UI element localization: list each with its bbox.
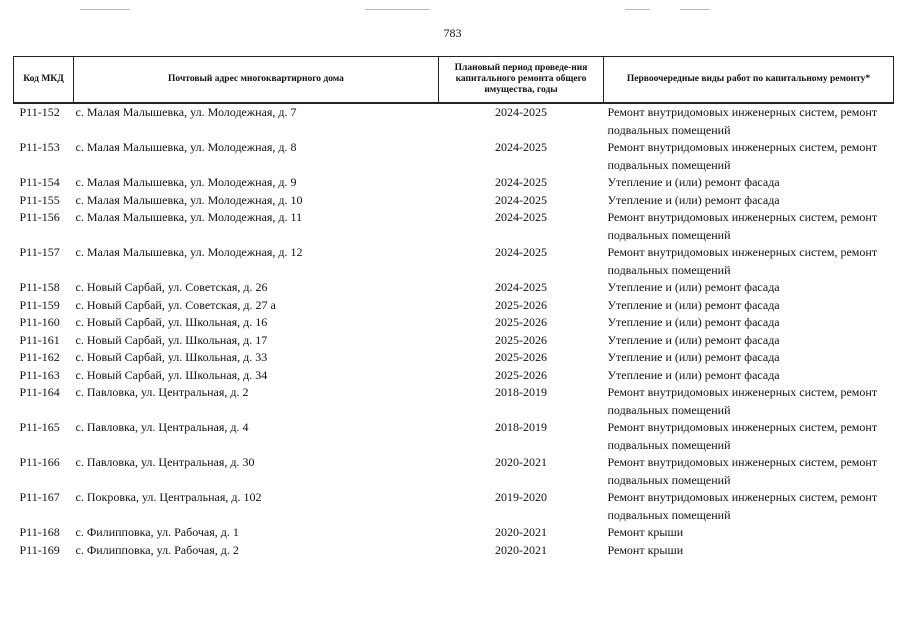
cell-address: с. Новый Сарбай, ул. Школьная, д. 33 xyxy=(75,350,268,364)
cell-code: Р11-160 xyxy=(19,315,60,329)
cell-period: 2025-2026 xyxy=(495,350,547,364)
table-body xyxy=(14,103,894,559)
cell-works: Утепление и (или) ремонт фасада xyxy=(607,332,780,347)
table-row xyxy=(14,419,894,454)
header-works: Первоочередные виды работ по капитальному ремонту* xyxy=(604,57,894,104)
cell-address: с. Малая Малышевка, ул. Молодежная, д. 7 xyxy=(75,105,297,119)
page-number: 783 xyxy=(443,26,462,40)
cell-address: с. Павловка, ул. Центральная, д. 30 xyxy=(75,455,255,469)
cell-code: Р11-162 xyxy=(19,350,60,364)
cell-works: Утепление и (или) ремонт фасада xyxy=(607,367,780,382)
cell-address: с. Малая Малышевка, ул. Молодежная, д. 12 xyxy=(75,245,303,259)
scan-artifact xyxy=(625,9,650,10)
cell-works: Ремонт внутридомовых инженерных систем, ремонт подвальных помещений xyxy=(607,245,878,277)
cell-code: Р11-157 xyxy=(19,245,60,259)
cell-works: Ремонт внутридомовых инженерных систем, ремонт подвальных помещений xyxy=(607,140,878,172)
cell-period: 2020-2021 xyxy=(495,455,547,469)
repair-plan-table xyxy=(13,56,894,559)
table-row xyxy=(14,489,894,524)
cell-code: Р11-152 xyxy=(19,105,60,119)
cell-address: с. Павловка, ул. Центральная, д. 4 xyxy=(75,420,249,434)
cell-period: 2020-2021 xyxy=(495,525,547,539)
cell-works: Утепление и (или) ремонт фасада xyxy=(607,315,780,329)
cell-address: с. Новый Сарбай, ул. Советская, д. 27 а xyxy=(75,297,276,312)
cell-period: 2024-2025 xyxy=(495,105,547,119)
cell-period: 2025-2026 xyxy=(495,332,547,347)
scan-artifact xyxy=(365,9,430,10)
cell-code: Р11-167 xyxy=(19,490,60,504)
cell-works: Ремонт внутридомовых инженерных систем, ремонт подвальных помещений xyxy=(607,105,878,137)
cell-address: с. Новый Сарбай, ул. Советская, д. 26 xyxy=(75,280,268,294)
cell-works: Ремонт внутридомовых инженерных систем, ремонт подвальных помещений xyxy=(607,455,878,487)
cell-works: Утепление и (или) ремонт фасада xyxy=(607,350,780,364)
cell-code: Р11-165 xyxy=(19,420,60,434)
cell-address: с. Покровка, ул. Центральная, д. 102 xyxy=(75,490,262,504)
cell-works: Ремонт крыши xyxy=(607,542,684,557)
table-row xyxy=(14,314,894,332)
cell-code: Р11-159 xyxy=(19,297,60,312)
cell-code: Р11-168 xyxy=(19,525,60,539)
cell-period: 2025-2026 xyxy=(495,367,547,382)
cell-address: с. Малая Малышевка, ул. Молодежная, д. 9 xyxy=(75,175,297,189)
cell-works: Утепление и (или) ремонт фасада xyxy=(607,192,780,207)
cell-code: Р11-169 xyxy=(19,542,60,557)
cell-address: с. Филипповка, ул. Рабочая, д. 1 xyxy=(75,525,239,539)
cell-period: 2018-2019 xyxy=(495,385,547,399)
cell-address: с. Малая Малышевка, ул. Молодежная, д. 8 xyxy=(75,140,297,154)
table-row xyxy=(14,174,894,192)
cell-period: 2018-2019 xyxy=(495,420,547,434)
table-row xyxy=(14,103,894,139)
header-code: Код МКД xyxy=(14,57,74,104)
cell-period: 2024-2025 xyxy=(495,175,547,189)
cell-code: Р11-154 xyxy=(19,175,60,189)
table-row xyxy=(14,542,894,560)
table-row xyxy=(14,524,894,542)
cell-code: Р11-153 xyxy=(19,140,60,154)
cell-address: с. Новый Сарбай, ул. Школьная, д. 17 xyxy=(75,332,268,347)
cell-address: с. Новый Сарбай, ул. Школьная, д. 16 xyxy=(75,315,268,329)
table-row xyxy=(14,332,894,350)
cell-code: Р11-158 xyxy=(19,280,60,294)
cell-code: Р11-163 xyxy=(19,367,60,382)
cell-works: Ремонт внутридомовых инженерных систем, ремонт подвальных помещений xyxy=(607,420,878,452)
cell-code: Р11-156 xyxy=(19,210,60,224)
cell-works: Ремонт внутридомовых инженерных систем, ремонт подвальных помещений xyxy=(607,490,878,522)
cell-address: с. Павловка, ул. Центральная, д. 2 xyxy=(75,385,249,399)
scan-artifact xyxy=(680,9,710,10)
cell-period: 2024-2025 xyxy=(495,245,547,259)
cell-code: Р11-161 xyxy=(19,332,60,347)
table-row xyxy=(14,454,894,489)
cell-code: Р11-166 xyxy=(19,455,60,469)
cell-works: Утепление и (или) ремонт фасада xyxy=(607,280,780,294)
scan-artifact xyxy=(80,9,130,10)
cell-period: 2025-2026 xyxy=(495,315,547,329)
table-row xyxy=(14,192,894,210)
cell-code: Р11-164 xyxy=(19,385,60,399)
cell-period: 2019-2020 xyxy=(495,490,547,504)
table-row xyxy=(14,279,894,297)
table-row xyxy=(14,297,894,315)
cell-period: 2024-2025 xyxy=(495,210,547,224)
cell-period: 2020-2021 xyxy=(495,542,547,557)
cell-period: 2024-2025 xyxy=(495,280,547,294)
cell-address: с. Филипповка, ул. Рабочая, д. 2 xyxy=(75,542,239,557)
cell-works: Ремонт внутридомовых инженерных систем, ремонт подвальных помещений xyxy=(607,385,878,417)
cell-code: Р11-155 xyxy=(19,192,60,207)
table-row xyxy=(14,384,894,419)
cell-works: Ремонт внутридомовых инженерных систем, ремонт подвальных помещений xyxy=(607,210,878,242)
header-period: Плановый период проведе-ния капитального ремонта общего имущества, годы xyxy=(439,57,604,104)
cell-works: Утепление и (или) ремонт фасада xyxy=(607,175,780,189)
cell-period: 2024-2025 xyxy=(495,192,547,207)
table-row xyxy=(14,139,894,174)
cell-works: Утепление и (или) ремонт фасада xyxy=(607,297,780,312)
cell-period: 2025-2026 xyxy=(495,297,547,312)
table-row xyxy=(14,209,894,244)
header-address: Почтовый адрес многоквартирного дома xyxy=(74,57,439,104)
table-header-row xyxy=(14,57,894,104)
cell-address: с. Малая Малышевка, ул. Молодежная, д. 11 xyxy=(75,210,303,224)
table-row xyxy=(14,244,894,279)
cell-address: с. Новый Сарбай, ул. Школьная, д. 34 xyxy=(75,367,268,382)
table-row xyxy=(14,367,894,385)
table-row xyxy=(14,349,894,367)
cell-address: с. Малая Малышевка, ул. Молодежная, д. 10 xyxy=(75,192,303,207)
cell-period: 2024-2025 xyxy=(495,140,547,154)
cell-works: Ремонт крыши xyxy=(607,525,684,539)
